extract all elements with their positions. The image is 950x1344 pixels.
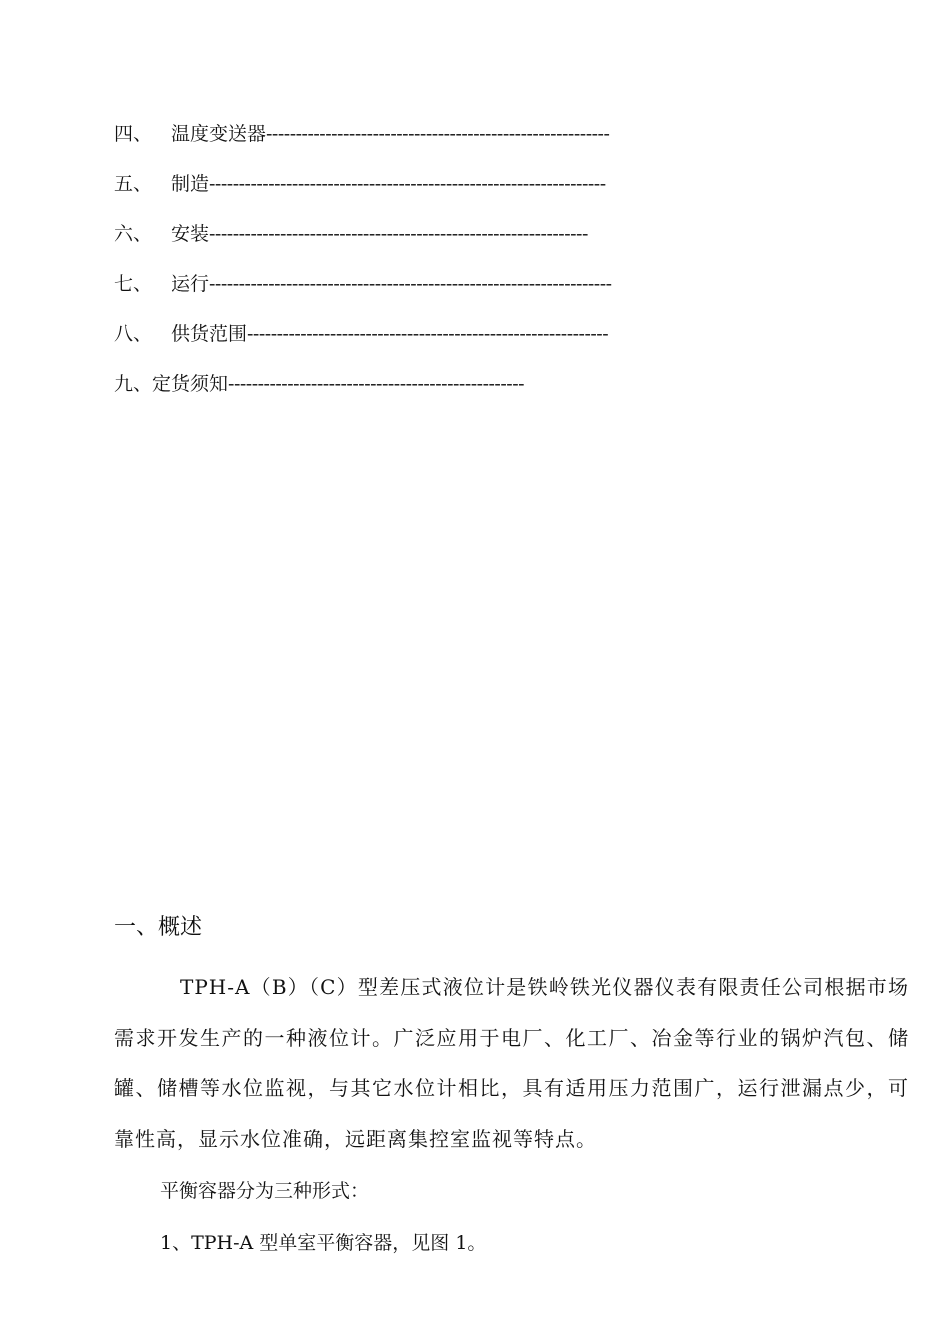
toc-leader: ------------------------------------------------------------------- (209, 173, 606, 195)
toc-number: 八、 (114, 323, 153, 345)
toc-entry[interactable] (114, 166, 612, 216)
toc-entry[interactable] (114, 216, 612, 266)
toc-entry[interactable] (114, 116, 612, 166)
toc-entry[interactable] (114, 316, 612, 366)
toc-number: 六、 (114, 223, 153, 245)
toc-leader: -------------------------------------------------- (228, 373, 525, 395)
toc-leader: ---------------------------------------------------------------- (209, 223, 588, 245)
toc-title: 供货范围 (171, 323, 248, 345)
toc-title: 安装 (171, 223, 210, 245)
toc-entry[interactable] (114, 266, 612, 316)
toc-entry[interactable] (114, 366, 612, 416)
toc-title: 运行 (171, 273, 210, 295)
toc-title: 制造 (171, 173, 210, 195)
toc-number: 四、 (114, 123, 153, 145)
toc-leader: ------------------------------------------------------------- (247, 323, 609, 345)
toc-title: 温度变送器 (171, 123, 267, 145)
overview-paragraph: TPH-A（B）（C）型差压式液位计是铁岭铁光仪器仪表有限责任公司根据市场需求开发生产的一种液位计。广泛应用于电厂、化工厂、冶金等行业的锅炉汽包、储罐、储槽等水位监视，与其它水位计相比，具有适用压力范围广，运行泄漏点少，可靠性高，显示水位准确，远距离集控室监视等特点。 (114, 975, 909, 1151)
toc-leader: -------------------------------------------------------------------- (209, 273, 612, 295)
overview-section (114, 908, 909, 1268)
toc-title: 定货须知 (152, 373, 229, 395)
toc-number: 七、 (114, 273, 153, 295)
toc-leader: ---------------------------------------------------------- (266, 123, 610, 145)
toc-number: 五、 (114, 173, 153, 195)
container-type-item: 1、TPH-A 型单室平衡容器，见图 1。 (160, 1232, 487, 1254)
container-types-intro: 平衡容器分为三种形式： (160, 1180, 370, 1202)
section-heading: 一、概述 (114, 915, 203, 940)
toc-number: 九、 (114, 373, 153, 395)
table-of-contents (114, 116, 612, 416)
